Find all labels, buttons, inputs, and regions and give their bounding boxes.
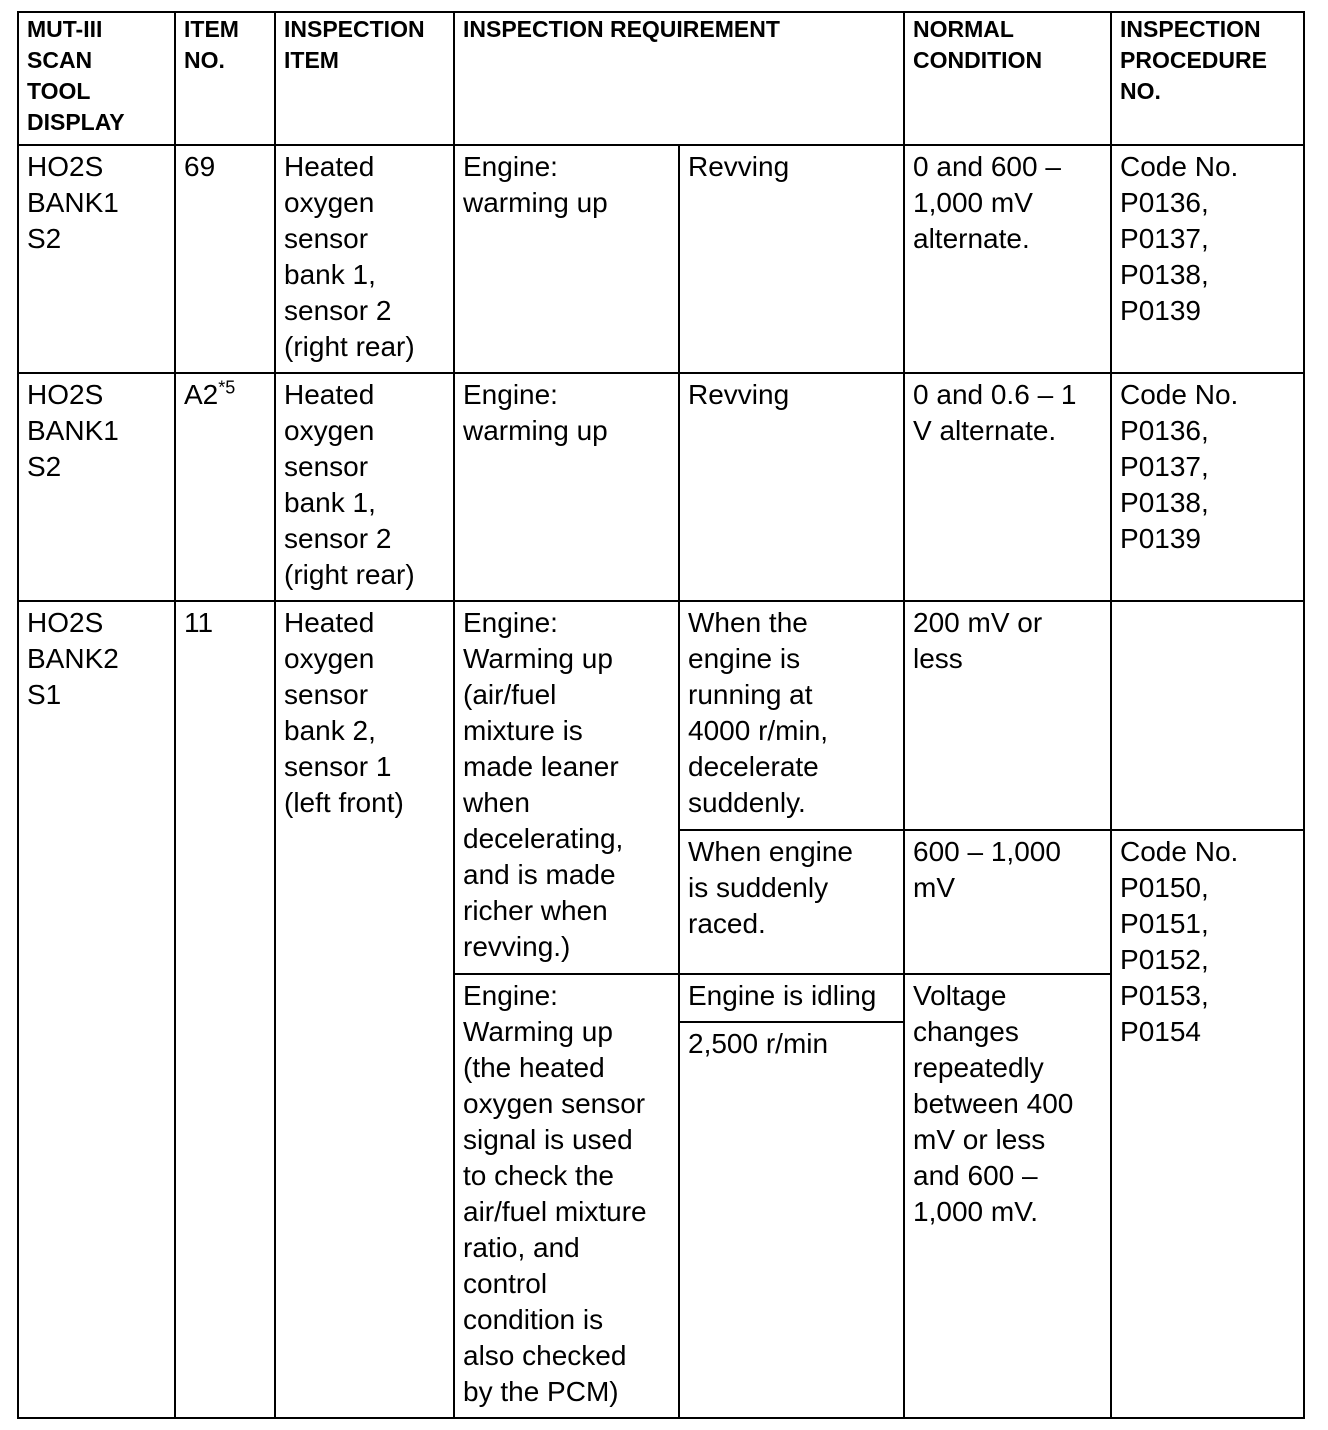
inspection-requirement-cell: Engine: Warming up (air/fuel mixture is made leaner when decelerating, and is made richer when revving.) <box>454 601 679 974</box>
inspection-item-cell: Heated oxygen sensor bank 2, sensor 1 (left front) <box>275 601 454 1418</box>
header-inspection-requirement: INSPECTION REQUIREMENT <box>454 12 904 145</box>
footnote-marker: *5 <box>218 377 236 398</box>
inspection-procedure-cell: Code No. P0136, P0137, P0138, P0139 <box>1111 373 1304 601</box>
scan-tool-display-cell: HO2S BANK1 S2 <box>18 145 175 373</box>
normal-condition-cell: 0 and 600 – 1,000 mV alternate. <box>904 145 1111 373</box>
header-inspection-item: INSPECTION ITEM <box>275 12 454 145</box>
normal-condition-cell: Voltage changes repeatedly between 400 mV or less and 600 – 1,000 mV. <box>904 974 1111 1418</box>
inspection-condition-cell: When engine is suddenly raced. <box>679 830 904 974</box>
inspection-condition-cell: When the engine is running at 4000 r/min, decelerate suddenly. <box>679 601 904 830</box>
table-row <box>18 601 1304 830</box>
inspection-condition-cell: Engine is idling <box>679 974 904 1022</box>
scan-tool-display-cell: HO2S BANK1 S2 <box>18 373 175 601</box>
item-no-cell: A2$^{*5}$ <box>175 373 275 601</box>
inspection-table <box>17 11 1305 1419</box>
inspection-procedure-cell: Code No. P0136, P0137, P0138, P0139 <box>1111 145 1304 373</box>
header-item-no: ITEM NO. <box>175 12 275 145</box>
inspection-condition-cell: Revving <box>679 145 904 373</box>
item-no-cell: 69 <box>175 145 275 373</box>
header-normal-condition: NORMAL CONDITION <box>904 12 1111 145</box>
inspection-requirement-cell: Engine: Warming up (the heated oxygen sensor signal is used to check the air/fuel mixture ratio, and control condition is also checked by the PCM) <box>454 974 679 1418</box>
table-row <box>18 373 1304 601</box>
header-scan-tool-display: MUT-III SCAN TOOL DISPLAY <box>18 12 175 145</box>
normal-condition-cell: 0 and 0.6 – 1 V alternate. <box>904 373 1111 601</box>
normal-condition-cell: 600 – 1,000 mV <box>904 830 1111 974</box>
inspection-item-cell: Heated oxygen sensor bank 1, sensor 2 (right rear) <box>275 373 454 601</box>
table-row <box>18 145 1304 373</box>
normal-condition-cell: 200 mV or less <box>904 601 1111 830</box>
header-row <box>18 12 1304 145</box>
inspection-requirement-cell: Engine: warming up <box>454 373 679 601</box>
inspection-condition-cell: Revving <box>679 373 904 601</box>
inspection-procedure-cell <box>1111 601 1304 830</box>
inspection-procedure-cell: Code No. P0150, P0151, P0152, P0153, P0154 <box>1111 830 1304 1418</box>
scan-tool-display-cell: HO2S BANK2 S1 <box>18 601 175 1418</box>
inspection-requirement-cell: Engine: warming up <box>454 145 679 373</box>
inspection-condition-cell: 2,500 r/min <box>679 1022 904 1418</box>
item-no-cell: 11 <box>175 601 275 1418</box>
header-inspection-procedure-no: INSPECTION PROCEDURE NO. <box>1111 12 1304 145</box>
inspection-item-cell: Heated oxygen sensor bank 1, sensor 2 (right rear) <box>275 145 454 373</box>
